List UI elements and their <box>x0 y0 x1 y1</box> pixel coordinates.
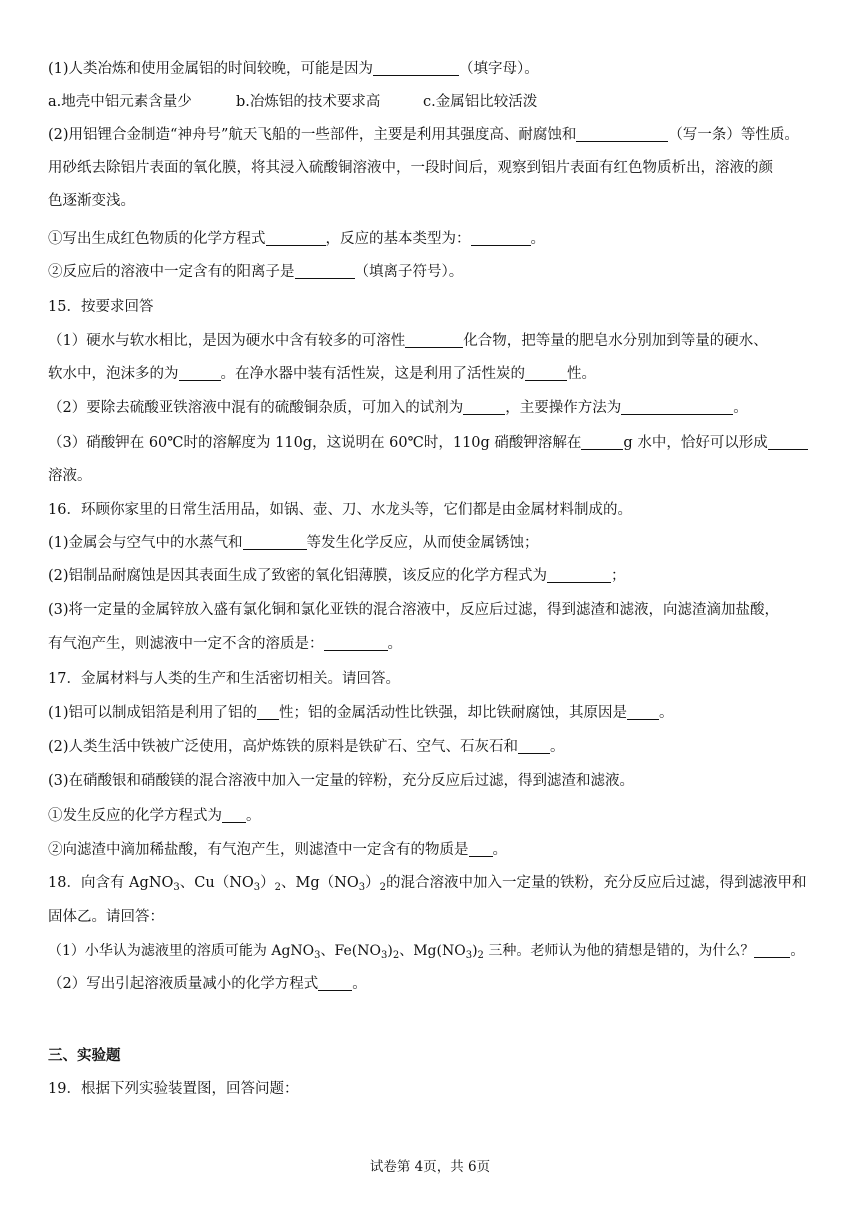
q13-part3-line2: 色逐渐变浅。 <box>48 193 135 209</box>
q13-part1 <box>48 59 539 79</box>
text: ） <box>260 875 275 891</box>
q15-part1-line1 <box>48 331 768 351</box>
text: 18．向含有 AgNO <box>48 875 174 891</box>
text: ①发生反应的化学方程式为 <box>48 808 222 824</box>
text: （2）要除去硫酸亚铁溶液中混有的硫酸铜杂质，可加入的试剂为 <box>48 400 464 416</box>
subscript: 3 <box>253 882 261 893</box>
subscript: 3 <box>380 950 388 961</box>
text: （写一条）等性质。 <box>668 127 799 143</box>
q18-title-line1 <box>48 873 807 898</box>
text: 。 <box>733 400 748 416</box>
q15-part3-line2: 溶液。 <box>48 468 92 484</box>
text: 的混合溶液中加入一定量的铁粉，充分反应后过滤，得到滤液甲和 <box>386 875 807 891</box>
q17-part1 <box>48 703 674 723</box>
q13-part2 <box>48 125 799 145</box>
q16-part2 <box>48 566 626 586</box>
q13-sub2 <box>48 262 463 282</box>
text: (2)用铝锂合金制造“神舟号”航天飞船的一些部件，主要是利用其强度高、耐腐蚀和 <box>48 127 577 143</box>
text: ，反应的基本类型为： <box>325 231 471 247</box>
answer-blank[interactable] <box>754 942 790 958</box>
answer-blank[interactable] <box>179 365 221 381</box>
text: ) <box>387 943 393 959</box>
q16-title: 16．环顾你家里的日常生活用品，如锅、壶、刀、水龙头等，它们都是由金属材料制成的。 <box>48 502 632 518</box>
text: （1）硬水与软水相比，是因为硬水中含有较多的可溶性 <box>48 333 406 349</box>
text: 软水中，泡沫多的为 <box>48 366 179 382</box>
answer-blank[interactable] <box>295 263 355 279</box>
text: (1)金属会与空气中的水蒸气和 <box>48 535 243 551</box>
section-heading: 三、实验题 <box>48 1048 121 1064</box>
text: （填离子符号）。 <box>354 264 464 280</box>
q16-part1 <box>48 533 539 553</box>
text: g 水中，恰好可以形成 <box>623 435 768 451</box>
answer-blank[interactable] <box>768 434 808 450</box>
text: (2)人类生活中铁被广泛使用，高炉炼铁的原料是铁矿石、空气、石灰石和 <box>48 739 519 755</box>
answer-blank[interactable] <box>318 975 352 991</box>
answer-blank[interactable] <box>222 807 246 823</box>
q17-part3: (3)在硝酸银和硝酸镁的混合溶液中加入一定量的锌粉，充分反应后过滤，得到滤渣和滤液。 <box>48 773 635 789</box>
option-c: c.金属铝比较活泼 <box>423 94 538 110</box>
q17-sub2 <box>48 840 507 860</box>
page-footer: 试卷第 4页，共 6页 <box>369 1159 491 1175</box>
answer-blank[interactable] <box>581 434 623 450</box>
text: ①写出生成红色物质的化学方程式 <box>48 231 266 247</box>
q17-title: 17．金属材料与人类的生产和生活密切相关。请回答。 <box>48 671 400 687</box>
text: ； <box>611 568 626 584</box>
text: 等发生化学反应，从而使金属锈蚀； <box>306 535 539 551</box>
text: 。 <box>387 636 402 652</box>
subscript: 2 <box>477 950 484 961</box>
subscript: 2 <box>379 882 386 893</box>
text: (2)铝制品耐腐蚀是因其表面生成了致密的氧化铝薄膜，该反应的化学方程式为 <box>48 568 548 584</box>
answer-blank[interactable] <box>405 332 463 348</box>
answer-blank[interactable] <box>469 841 493 857</box>
answer-blank[interactable] <box>471 230 531 246</box>
text: 性；铝的金属活动性比铁强，却比铁耐腐蚀，其原因是 <box>279 705 628 721</box>
option-b: b.冶炼铝的技术要求高 <box>236 94 381 110</box>
q15-part1-line2 <box>48 364 596 384</box>
text: 化合物，把等量的肥皂水分别加到等量的硬水、 <box>463 333 768 349</box>
text: ） <box>365 875 380 891</box>
q15-part3-line1 <box>48 433 808 453</box>
subscript: 3 <box>314 950 321 961</box>
answer-blank[interactable] <box>621 399 733 415</box>
text: （3）硝酸钾在 60℃时的溶解度为 110g，这说明在 60℃时，110g 硝酸钾溶解在 <box>48 435 582 451</box>
q19-title: 19．根据下列实验装置图，回答问题： <box>48 1081 299 1097</box>
q18-part2 <box>48 974 367 994</box>
q18-part1 <box>48 941 804 966</box>
text: 。 <box>790 943 805 959</box>
q17-sub1 <box>48 806 261 826</box>
q13-sub1 <box>48 229 545 249</box>
subscript: 3 <box>358 882 366 893</box>
q15-title: 15．按要求回答 <box>48 299 154 315</box>
text: （1）小华认为滤液里的溶质可能为 AgNO <box>48 943 315 959</box>
text: 、Mg（NO <box>281 875 359 891</box>
q18-title-line2: 固体乙。请回答： <box>48 909 164 925</box>
answer-blank[interactable] <box>525 365 567 381</box>
q16-part3-line2 <box>48 634 402 654</box>
text: ②反应后的溶液中一定含有的阳离子是 <box>48 264 295 280</box>
text: 。 <box>246 808 261 824</box>
text: 。 <box>492 842 507 858</box>
option-a: a.地壳中铝元素含量少 <box>48 94 192 110</box>
q16-part3-line1: (3)将一定量的金属锌放入盛有氯化铜和氯化亚铁的混合溶液中，反应后过滤，得到滤渣和滤液，向滤渣滴加盐酸， <box>48 602 780 618</box>
q15-part2 <box>48 398 748 418</box>
answer-blank[interactable] <box>463 399 505 415</box>
text: ) <box>472 943 478 959</box>
text: (1)人类冶炼和使用金属铝的时间较晚，可能是因为 <box>48 61 374 77</box>
q13-part3-line1: 用砂纸去除铝片表面的氧化膜，将其浸入硫酸铜溶液中，一段时间后，观察到铝片表面有红色物质析出，溶液的颜 <box>48 160 773 176</box>
text: ②向滤渣中滴加稀盐酸，有气泡产生，则滤渣中一定含有的物质是 <box>48 842 469 858</box>
text: 、Fe(NO <box>320 943 381 959</box>
text: 有气泡产生，则滤液中一定不含的溶质是： <box>48 636 324 652</box>
answer-blank[interactable] <box>576 126 668 142</box>
text: 、Cu（NO <box>179 875 254 891</box>
answer-blank[interactable] <box>266 230 326 246</box>
subscript: 3 <box>465 950 473 961</box>
text: (1)铝可以制成铝箔是利用了铝的 <box>48 705 258 721</box>
text: （2）写出引起溶液质量减小的化学方程式 <box>48 976 319 992</box>
answer-blank[interactable] <box>243 534 307 550</box>
subscript: 3 <box>173 882 180 893</box>
text: ，主要操作方法为 <box>505 400 622 416</box>
answer-blank[interactable] <box>518 738 550 754</box>
text: 。 <box>659 705 674 721</box>
text: 性。 <box>567 366 596 382</box>
text: 。在净水器中装有活性炭，这是利用了活性炭的 <box>220 366 525 382</box>
answer-blank[interactable] <box>547 567 611 583</box>
q17-part2 <box>48 737 565 757</box>
answer-blank[interactable] <box>373 60 459 76</box>
text: 。 <box>550 739 565 755</box>
subscript: 2 <box>274 882 282 893</box>
answer-blank[interactable] <box>257 704 279 720</box>
text: （填字母）。 <box>459 61 539 77</box>
subscript: 2 <box>392 950 400 961</box>
text: 。 <box>530 231 545 247</box>
text: 。 <box>352 976 367 992</box>
text: 三种。老师认为他的猜想是错的，为什么？ <box>483 943 755 959</box>
text: 、Mg(NO <box>399 943 466 959</box>
q13-options <box>48 92 537 112</box>
answer-blank[interactable] <box>627 704 659 720</box>
answer-blank[interactable] <box>324 635 388 651</box>
